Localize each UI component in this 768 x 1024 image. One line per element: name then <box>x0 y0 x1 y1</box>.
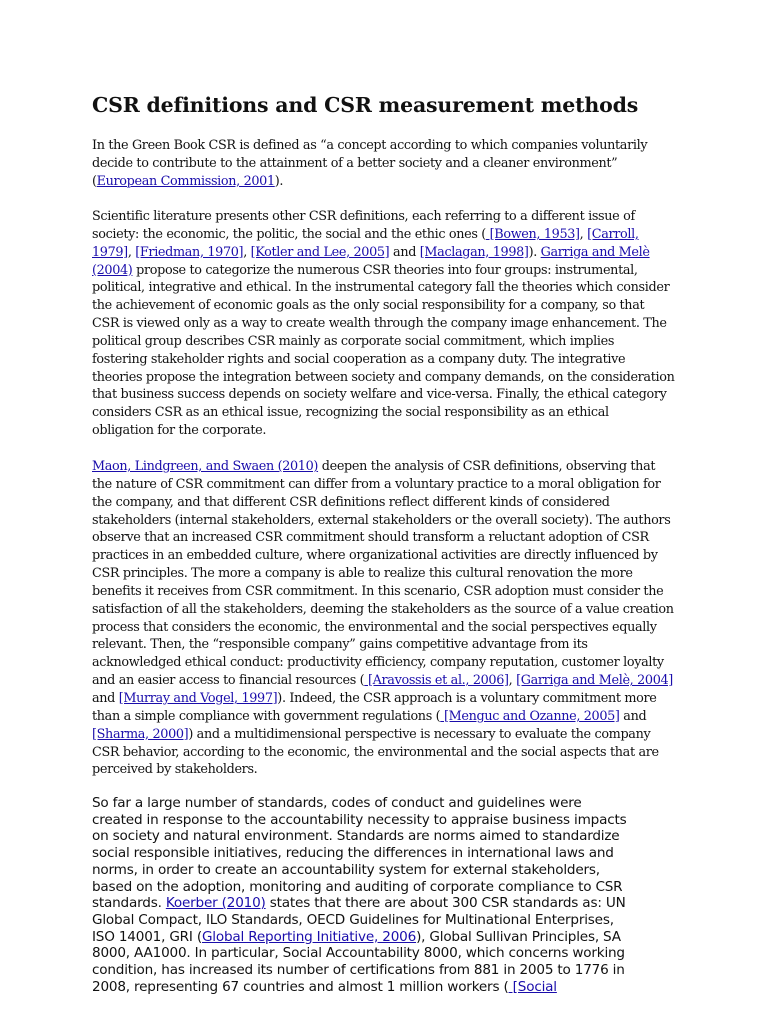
text-run: considers CSR as an ethical issue, recognizing the social responsibility as an ethical <box>92 405 609 421</box>
text-line <box>92 279 682 297</box>
text-line <box>92 262 682 280</box>
text-run: Scientific literature presents other CSR definitions, each referring to a different issue of <box>92 209 635 224</box>
text-run: In the Green Book CSR is defined as “a concept according to which companies voluntarily <box>92 138 648 153</box>
text-run: social responsible initiatives, reducing the differences in international laws and <box>92 845 614 862</box>
text-run: and <box>92 690 119 706</box>
text-line <box>92 512 682 530</box>
text-run: the achievement of economic goals as the only social responsibility for a company, so that <box>92 298 645 314</box>
text-run: CSR is viewed only as a way to create wealth through the company image enhancement. The <box>92 316 667 332</box>
text-line <box>92 547 682 565</box>
citation-link[interactable]: [Bowen, 1953] <box>485 226 580 242</box>
text-run: and <box>389 244 420 260</box>
text-run: propose to categorize the numerous CSR theories into four groups: instrumental, <box>132 262 638 278</box>
text-run: than a simple compliance with government regulations ( <box>92 708 441 724</box>
text-run: standards. <box>92 895 166 912</box>
text-run: and an easier access to financial resources ( <box>92 673 365 689</box>
text-line <box>92 226 682 244</box>
text-line <box>92 583 682 601</box>
text-line <box>92 912 682 929</box>
text-run: created in response to the accountability necessity to appraise business impacts <box>92 811 627 828</box>
text-run: satisfaction of all the stakeholders, deeming the stakeholders as the source of a value creation <box>92 601 674 617</box>
citation-link[interactable]: 1979] <box>92 244 128 260</box>
citation-link[interactable]: [Menguc and Ozanne, 2005] <box>440 708 620 724</box>
text-line <box>92 979 682 996</box>
text-line <box>92 708 682 726</box>
citation-link[interactable]: [Maclagan, 1998] <box>419 244 529 260</box>
text-run: theories propose the integration between society and company demands, on the consideration <box>92 369 675 385</box>
text-line <box>92 654 682 672</box>
text-line <box>92 929 682 946</box>
paragraph-green-book-definition <box>92 137 682 191</box>
text-line <box>92 879 682 896</box>
text-run: observe that an increased CSR commitment should transform a reluctant adoption of CSR <box>92 530 649 546</box>
text-line <box>92 845 682 862</box>
text-line <box>92 945 682 962</box>
text-line <box>92 476 682 494</box>
text-run: fostering stakeholder rights and social cooperation as a company duty. The integrative <box>92 351 626 367</box>
text-line <box>92 137 682 155</box>
text-line <box>92 619 682 637</box>
paragraph-scientific-literature <box>92 208 682 440</box>
text-line <box>92 601 682 619</box>
text-line <box>92 333 682 351</box>
text-line <box>92 208 682 226</box>
text-line <box>92 895 682 912</box>
text-run: So far a large number of standards, codes of conduct and guidelines were <box>92 795 582 811</box>
text-line <box>92 962 682 979</box>
text-line <box>92 636 682 654</box>
text-run: deepen the analysis of CSR definitions, observing that <box>318 459 656 474</box>
text-run: decide to contribute to the attainment of a better society and a cleaner environment” <box>92 155 618 171</box>
text-line <box>92 812 682 829</box>
text-run: stakeholders (internal stakeholders, external stakeholders or the overall society). The authors <box>92 512 671 528</box>
text-run: ). <box>528 244 541 260</box>
citation-link[interactable]: Maon, Lindgreen, and Swaen (2010) <box>92 459 319 474</box>
citation-link[interactable]: (2004) <box>92 262 133 278</box>
text-line <box>92 672 682 690</box>
text-line <box>92 761 682 779</box>
text-line <box>92 404 682 422</box>
text-run: the nature of CSR commitment can differ from a voluntary practice to a moral obligation for <box>92 476 661 492</box>
text-run: process that considers the economic, the environmental and the social perspectives equally <box>92 619 657 635</box>
text-run: , <box>243 244 251 260</box>
citation-link[interactable]: [Murray and Vogel, 1997] <box>118 690 278 706</box>
text-run: , <box>579 226 588 242</box>
text-run: acknowledged ethical conduct: productivity efficiency, company reputation, customer loyalty <box>92 655 664 671</box>
text-run: norms, in order to create an accountability system for external stakeholders, <box>92 861 600 878</box>
text-run: that business success depends on society welfare and vice-versa. Finally, the ethical category <box>92 387 667 403</box>
citation-link[interactable]: [Social <box>508 978 557 995</box>
text-line <box>92 795 682 812</box>
citation-link[interactable]: [Aravossis et al., 2006] <box>364 673 509 689</box>
citation-link[interactable]: [Kotler and Lee, 2005] <box>250 244 390 260</box>
citation-link[interactable]: [Garriga and Melè, 2004] <box>516 673 673 689</box>
text-run: 8000, AA1000. In particular, Social Accountability 8000, which concerns working <box>92 945 625 962</box>
text-line <box>92 494 682 512</box>
text-run: ) and a multidimensional perspective is necessary to evaluate the company <box>188 726 651 742</box>
text-line <box>92 529 682 547</box>
text-run: ). <box>274 173 284 189</box>
citation-link[interactable]: [Sharma, 2000] <box>92 726 189 742</box>
citation-link[interactable]: European Commission, 2001 <box>96 173 275 189</box>
text-run: ( <box>92 173 97 189</box>
text-run: condition, has increased its number of certifications from 881 in 2005 to 1776 in <box>92 962 625 979</box>
text-line <box>92 565 682 583</box>
citation-link[interactable]: [Friedman, 1970] <box>135 244 244 260</box>
text-run: society: the economic, the politic, the social and the ethic ones ( <box>92 226 486 242</box>
citation-link[interactable]: Garriga and Melè <box>540 244 650 260</box>
text-run: 2008, representing 67 countries and almost 1 million workers ( <box>92 978 509 995</box>
text-run: based on the adoption, monitoring and auditing of corporate compliance to CSR <box>92 878 623 895</box>
text-line <box>92 862 682 879</box>
citation-link[interactable]: [Carroll, <box>587 226 639 242</box>
page-title: CSR definitions and CSR measurement methods <box>92 93 639 117</box>
text-line <box>92 726 682 744</box>
text-line <box>92 744 682 762</box>
text-line <box>92 315 682 333</box>
text-run: states that there are about 300 CSR standards as: UN <box>265 895 626 912</box>
text-run: on society and natural environment. Standards are norms aimed to standardize <box>92 828 620 845</box>
text-line <box>92 173 682 191</box>
text-run: obligation for the corporate. <box>92 423 267 439</box>
text-run: ). Indeed, the CSR approach is a voluntary commitment more <box>277 690 657 706</box>
text-line <box>92 351 682 369</box>
text-run: ISO 14001, GRI ( <box>92 928 202 945</box>
text-run: ), Global Sullivan Principles, SA <box>416 928 621 945</box>
citation-link[interactable]: Global Reporting Initiative, 2006 <box>201 928 417 945</box>
text-run: the company, and that different CSR definitions reflect different kinds of considered <box>92 494 610 510</box>
text-line <box>92 690 682 708</box>
text-line <box>92 422 682 440</box>
text-run: , <box>127 244 136 260</box>
paragraph-standards <box>92 795 682 995</box>
text-line <box>92 369 682 387</box>
text-line <box>92 458 682 476</box>
text-run: benefits it receives from CSR commitment. In this scenario, CSR adoption must consider the <box>92 583 664 599</box>
text-line <box>92 386 682 404</box>
text-run: CSR principles. The more a company is able to realize this cultural renovation the more <box>92 566 633 582</box>
text-line <box>92 244 682 262</box>
text-run: political, integrative and ethical. In the instrumental category fall the theories which consider <box>92 280 670 296</box>
text-run: , <box>508 673 517 689</box>
text-run: CSR behavior, according to the economic, the environmental and the social aspects that are <box>92 744 659 760</box>
text-run: perceived by stakeholders. <box>92 762 258 778</box>
text-line <box>92 155 682 173</box>
text-line <box>92 297 682 315</box>
text-run: political group describes CSR mainly as corporate social commitment, which implies <box>92 333 615 349</box>
text-run: Global Compact, ILO Standards, OECD Guidelines for Multinational Enterprises, <box>92 911 614 928</box>
text-run: and <box>619 708 647 724</box>
text-line <box>92 828 682 845</box>
citation-link[interactable]: Koerber (2010) <box>165 895 266 912</box>
text-run: relevant. Then, the “responsible company” gains competitive advantage from its <box>92 637 588 653</box>
paragraph-maon-lindgreen-swaen <box>92 458 682 779</box>
text-run: practices in an embedded culture, where organizational activities are directly influenced by <box>92 548 658 564</box>
